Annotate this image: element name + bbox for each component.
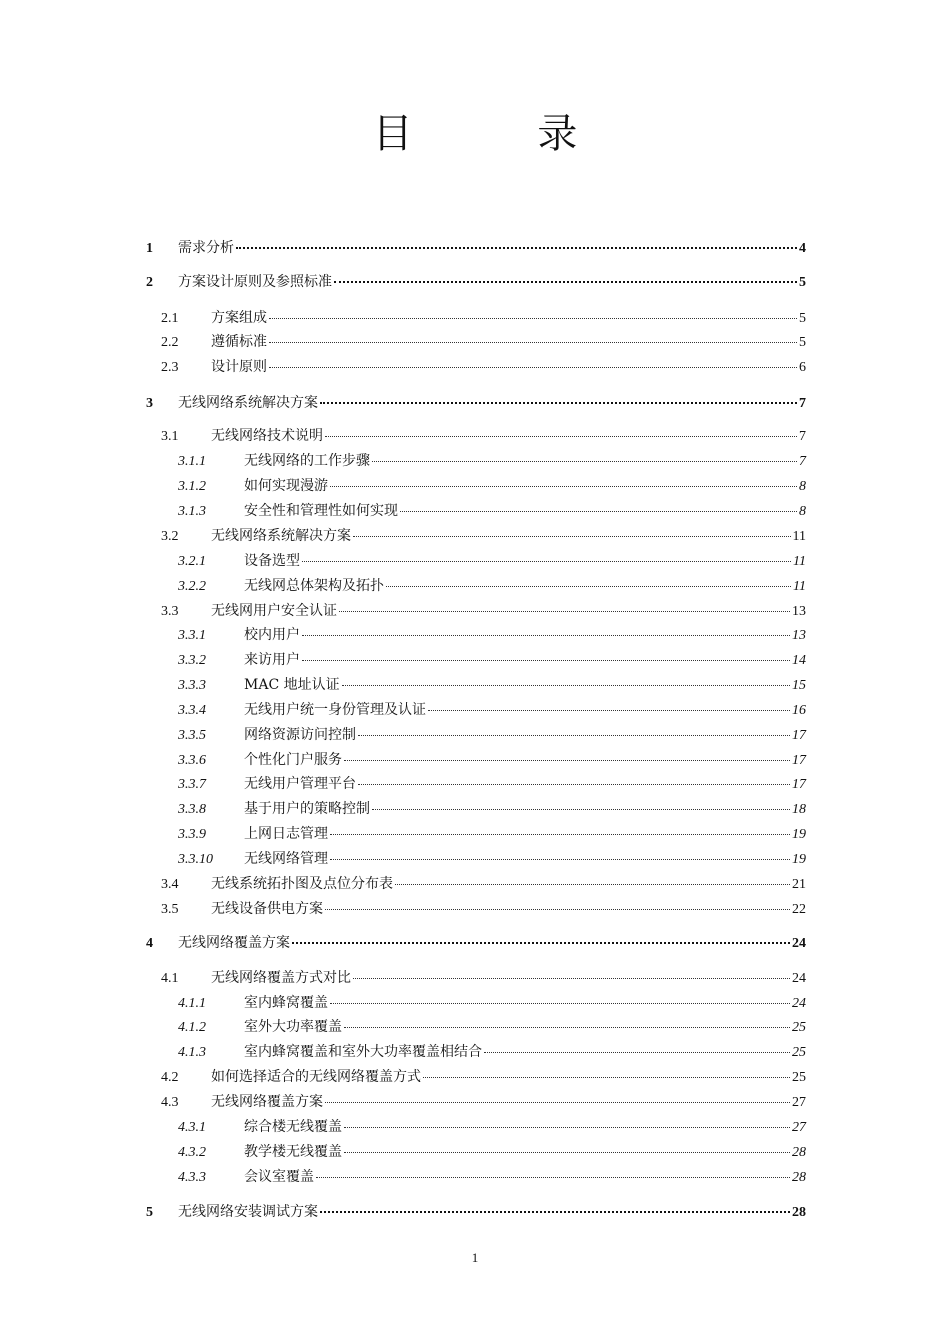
toc-entry-number: 3.3.7 bbox=[178, 777, 206, 792]
toc-entry-page: 19 bbox=[792, 852, 806, 867]
toc-entry[interactable] bbox=[161, 1091, 806, 1113]
toc-entry-title: 无线设备供电方案 bbox=[211, 901, 323, 917]
toc-entry[interactable] bbox=[178, 649, 806, 671]
toc-entry[interactable] bbox=[178, 475, 806, 497]
toc-entry[interactable] bbox=[161, 425, 806, 447]
toc-entry-number: 2 bbox=[146, 275, 153, 290]
toc-dot-leader bbox=[358, 784, 790, 785]
toc-entry-page: 4 bbox=[799, 241, 806, 256]
toc-entry-title: 无线网络安装调试方案 bbox=[178, 1204, 318, 1220]
toc-entry[interactable] bbox=[161, 967, 806, 989]
toc-entry[interactable] bbox=[178, 1041, 806, 1063]
toc-entry-page: 24 bbox=[792, 996, 806, 1011]
toc-dot-leader bbox=[372, 461, 797, 462]
toc-entry-title: 无线网用户安全认证 bbox=[211, 603, 337, 619]
toc-entry-title: 室外大功率覆盖 bbox=[244, 1019, 342, 1035]
toc-dot-leader bbox=[330, 859, 790, 860]
toc-entry[interactable] bbox=[178, 749, 806, 771]
toc-entry-title: 室内蜂窝覆盖和室外大功率覆盖相结合 bbox=[244, 1044, 482, 1060]
toc-entry-number: 4.1 bbox=[161, 971, 179, 986]
toc-dot-leader bbox=[395, 884, 790, 885]
toc-entry[interactable] bbox=[178, 992, 806, 1014]
toc-entry-title: 无线网总体架构及拓扑 bbox=[244, 578, 384, 594]
toc-dot-leader bbox=[334, 281, 797, 283]
toc-entry-title: MAC 地址认证 bbox=[244, 677, 340, 693]
toc-entry-number: 3.3.2 bbox=[178, 653, 206, 668]
toc-entry-page: 11 bbox=[792, 529, 806, 544]
toc-entry-page: 5 bbox=[799, 335, 806, 350]
toc-dot-leader bbox=[302, 660, 790, 661]
toc-entry-page: 24 bbox=[792, 936, 806, 951]
toc-entry-number: 2.2 bbox=[161, 335, 179, 350]
toc-dot-leader bbox=[330, 486, 797, 487]
toc-entry-number: 4.3.3 bbox=[178, 1170, 206, 1185]
toc-entry[interactable] bbox=[178, 674, 806, 696]
toc-entry-title: 会议室覆盖 bbox=[244, 1169, 314, 1185]
toc-dot-leader bbox=[342, 685, 790, 686]
toc-entry[interactable] bbox=[178, 500, 806, 522]
toc-entry-page: 6 bbox=[799, 360, 806, 375]
toc-entry[interactable] bbox=[178, 1141, 806, 1163]
toc-entry-number: 4.2 bbox=[161, 1070, 179, 1085]
toc-dot-leader bbox=[428, 710, 790, 711]
toc-entry[interactable] bbox=[161, 356, 806, 378]
toc-dot-leader bbox=[344, 760, 790, 761]
toc-dot-leader bbox=[292, 942, 790, 944]
toc-dot-leader bbox=[269, 342, 797, 343]
toc-dot-leader bbox=[316, 1177, 790, 1178]
toc-entry-number: 2.1 bbox=[161, 311, 179, 326]
toc-dot-leader bbox=[358, 735, 790, 736]
toc-dot-leader bbox=[353, 536, 791, 537]
toc-entry-number: 3.2.2 bbox=[178, 579, 206, 594]
toc-entry-title: 无线网络的工作步骤 bbox=[244, 453, 370, 469]
toc-entry-title: 需求分析 bbox=[178, 240, 234, 256]
toc-dot-leader bbox=[400, 511, 797, 512]
toc-entry-page: 28 bbox=[792, 1205, 806, 1220]
toc-dot-leader bbox=[325, 1102, 790, 1103]
toc-dot-leader bbox=[325, 909, 790, 910]
toc-entry-title: 综合楼无线覆盖 bbox=[244, 1119, 342, 1135]
toc-entry-number: 3.3.3 bbox=[178, 678, 206, 693]
toc-entry-number: 3.3.5 bbox=[178, 728, 206, 743]
toc-entry-title: 无线网络系统解决方案 bbox=[178, 395, 318, 411]
toc-entry-number: 3.3.10 bbox=[178, 852, 213, 867]
toc-dot-leader bbox=[330, 834, 790, 835]
toc-entry-number: 3.1 bbox=[161, 429, 179, 444]
toc-entry-number: 4 bbox=[146, 936, 153, 951]
toc-entry[interactable] bbox=[178, 724, 806, 746]
toc-entry-number: 4.3.2 bbox=[178, 1145, 206, 1160]
toc-entry-page: 27 bbox=[792, 1120, 806, 1135]
toc-dot-leader bbox=[269, 318, 797, 319]
toc-entry[interactable] bbox=[146, 271, 806, 293]
toc-entry-page: 27 bbox=[792, 1095, 806, 1110]
toc-entry[interactable] bbox=[146, 1201, 806, 1223]
toc-dot-leader bbox=[320, 1211, 790, 1213]
toc-entry-number: 3.3 bbox=[161, 604, 179, 619]
toc-dot-leader bbox=[344, 1127, 790, 1128]
toc-entry-title: 无线网络系统解决方案 bbox=[211, 528, 351, 544]
toc-entry-page: 28 bbox=[792, 1170, 806, 1185]
toc-entry[interactable] bbox=[146, 932, 806, 954]
toc-entry-number: 4.1.1 bbox=[178, 996, 206, 1011]
toc-entry[interactable] bbox=[178, 773, 806, 795]
toc-entry[interactable] bbox=[178, 1116, 806, 1138]
toc-entry-number: 2.3 bbox=[161, 360, 179, 375]
toc-entry-title: 无线网络覆盖方案 bbox=[178, 935, 290, 951]
toc-dot-leader bbox=[484, 1052, 790, 1053]
toc-entry-number: 3.1.3 bbox=[178, 504, 206, 519]
toc-entry-title: 如何实现漫游 bbox=[244, 478, 328, 494]
toc-entry[interactable] bbox=[161, 525, 806, 547]
toc-entry-page: 21 bbox=[792, 877, 806, 892]
toc-entry-title: 方案组成 bbox=[211, 310, 267, 326]
toc-entry-number: 3.3.9 bbox=[178, 827, 206, 842]
toc-dot-leader bbox=[386, 586, 791, 587]
toc-dot-leader bbox=[339, 611, 790, 612]
toc-dot-leader bbox=[325, 436, 797, 437]
toc-entry-page: 19 bbox=[792, 827, 806, 842]
toc-entry[interactable] bbox=[178, 699, 806, 721]
toc-dot-leader bbox=[423, 1077, 790, 1078]
toc-dot-leader bbox=[320, 402, 797, 404]
toc-entry-page: 7 bbox=[799, 396, 806, 411]
toc-entry[interactable] bbox=[161, 307, 806, 329]
toc-entry-title: 校内用户 bbox=[244, 627, 300, 643]
toc-entry-page: 28 bbox=[792, 1145, 806, 1160]
toc-entry[interactable] bbox=[178, 823, 806, 845]
toc-entry[interactable] bbox=[178, 798, 806, 820]
toc-entry-number: 3.1.1 bbox=[178, 454, 206, 469]
toc-entry-number: 3.3.6 bbox=[178, 753, 206, 768]
toc-entry[interactable] bbox=[161, 1066, 806, 1088]
toc-entry-page: 11 bbox=[793, 579, 806, 594]
toc-dot-leader bbox=[302, 635, 790, 636]
toc-dot-leader bbox=[344, 1027, 790, 1028]
toc-entry-number: 3.2 bbox=[161, 529, 179, 544]
toc-entry-title: 个性化门户服务 bbox=[244, 752, 342, 768]
toc-entry-page: 14 bbox=[792, 653, 806, 668]
toc-entry-page: 25 bbox=[792, 1020, 806, 1035]
toc-entry-title: 无线用户统一身份管理及认证 bbox=[244, 702, 426, 718]
toc-entry-number: 3.3.1 bbox=[178, 628, 206, 643]
toc-dot-leader bbox=[330, 1003, 790, 1004]
toc-entry-page: 5 bbox=[799, 311, 806, 326]
toc-entry-title: 教学楼无线覆盖 bbox=[244, 1144, 342, 1160]
toc-entry-page: 24 bbox=[792, 971, 806, 986]
toc-entry-number: 3.4 bbox=[161, 877, 179, 892]
toc-entry-title: 上网日志管理 bbox=[244, 826, 328, 842]
toc-entry-page: 13 bbox=[792, 604, 806, 619]
toc-entry-number: 3.5 bbox=[161, 902, 179, 917]
toc-entry-page: 25 bbox=[792, 1070, 806, 1085]
toc-entry-title: 设计原则 bbox=[211, 359, 267, 375]
toc-entry-title: 无线网络覆盖方式对比 bbox=[211, 970, 351, 986]
toc-entry-title: 如何选择适合的无线网络覆盖方式 bbox=[211, 1069, 421, 1085]
toc-entry-page: 11 bbox=[793, 554, 806, 569]
toc-entry-page: 17 bbox=[792, 777, 806, 792]
toc-dot-leader bbox=[269, 367, 797, 368]
toc-entry-page: 25 bbox=[792, 1045, 806, 1060]
toc-entry-number: 4.3 bbox=[161, 1095, 179, 1110]
toc-dot-leader bbox=[344, 1152, 790, 1153]
toc-entry[interactable] bbox=[178, 624, 806, 646]
footer-page-number: 1 bbox=[471, 1250, 479, 1265]
toc-entry-page: 17 bbox=[792, 753, 806, 768]
toc-entry-title: 设备选型 bbox=[244, 553, 300, 569]
toc-entry-title: 网络资源访问控制 bbox=[244, 727, 356, 743]
toc-entry[interactable] bbox=[161, 600, 806, 622]
toc-entry-title: 室内蜂窝覆盖 bbox=[244, 995, 328, 1011]
toc-entry[interactable] bbox=[178, 1166, 806, 1188]
toc-dot-leader bbox=[302, 561, 791, 562]
toc-entry-number: 3 bbox=[146, 396, 153, 411]
toc-entry[interactable] bbox=[178, 450, 806, 472]
toc-entry-number: 3.3.4 bbox=[178, 703, 206, 718]
toc-entry[interactable] bbox=[178, 848, 806, 870]
toc-entry-number: 3.2.1 bbox=[178, 554, 206, 569]
toc-entry-page: 5 bbox=[799, 275, 806, 290]
toc-entry-page: 15 bbox=[792, 678, 806, 693]
toc-dot-leader bbox=[236, 247, 797, 249]
toc-entry[interactable] bbox=[146, 392, 806, 414]
toc-entry-number: 4.1.2 bbox=[178, 1020, 206, 1035]
toc-dot-leader bbox=[353, 978, 790, 979]
toc-entry-page: 17 bbox=[792, 728, 806, 743]
toc-entry-page: 7 bbox=[799, 429, 806, 444]
toc-entry-page: 8 bbox=[799, 504, 806, 519]
toc-entry-number: 3.3.8 bbox=[178, 802, 206, 817]
toc-entry[interactable] bbox=[161, 331, 806, 353]
toc-entry[interactable] bbox=[161, 898, 806, 920]
toc-entry-number: 1 bbox=[146, 241, 153, 256]
toc-entry-title: 来访用户 bbox=[244, 652, 300, 668]
toc-entry[interactable] bbox=[161, 873, 806, 895]
toc-entry[interactable] bbox=[178, 575, 806, 597]
toc-entry-page: 13 bbox=[792, 628, 806, 643]
toc-entry-number: 4.1.3 bbox=[178, 1045, 206, 1060]
toc-entry[interactable] bbox=[178, 1016, 806, 1038]
toc-entry-title: 遵循标准 bbox=[211, 334, 267, 350]
toc-entry-title: 无线网络管理 bbox=[244, 851, 328, 867]
toc-entry[interactable] bbox=[146, 237, 806, 259]
toc-entry-page: 16 bbox=[792, 703, 806, 718]
toc-entry-title: 方案设计原则及参照标准 bbox=[178, 274, 332, 290]
toc-entry-title: 无线用户管理平台 bbox=[244, 776, 356, 792]
toc-entry-page: 22 bbox=[792, 902, 806, 917]
toc-entry-title: 基于用户的策略控制 bbox=[244, 801, 370, 817]
toc-entry-title: 无线网络覆盖方案 bbox=[211, 1094, 323, 1110]
toc-entry-page: 7 bbox=[799, 454, 806, 469]
toc-entry-title: 无线系统拓扑图及点位分布表 bbox=[211, 876, 393, 892]
toc-entry-number: 4.3.1 bbox=[178, 1120, 206, 1135]
toc-dot-leader bbox=[372, 809, 790, 810]
toc-entry-number: 3.1.2 bbox=[178, 479, 206, 494]
toc-entry-page: 18 bbox=[792, 802, 806, 817]
toc-entry[interactable] bbox=[178, 550, 806, 572]
toc-entry-title: 安全性和管理性如何实现 bbox=[244, 503, 398, 519]
toc-entry-number: 5 bbox=[146, 1205, 153, 1220]
page-title: 目 录 bbox=[372, 111, 634, 157]
toc-entry-page: 8 bbox=[799, 479, 806, 494]
toc-entry-title: 无线网络技术说明 bbox=[211, 428, 323, 444]
